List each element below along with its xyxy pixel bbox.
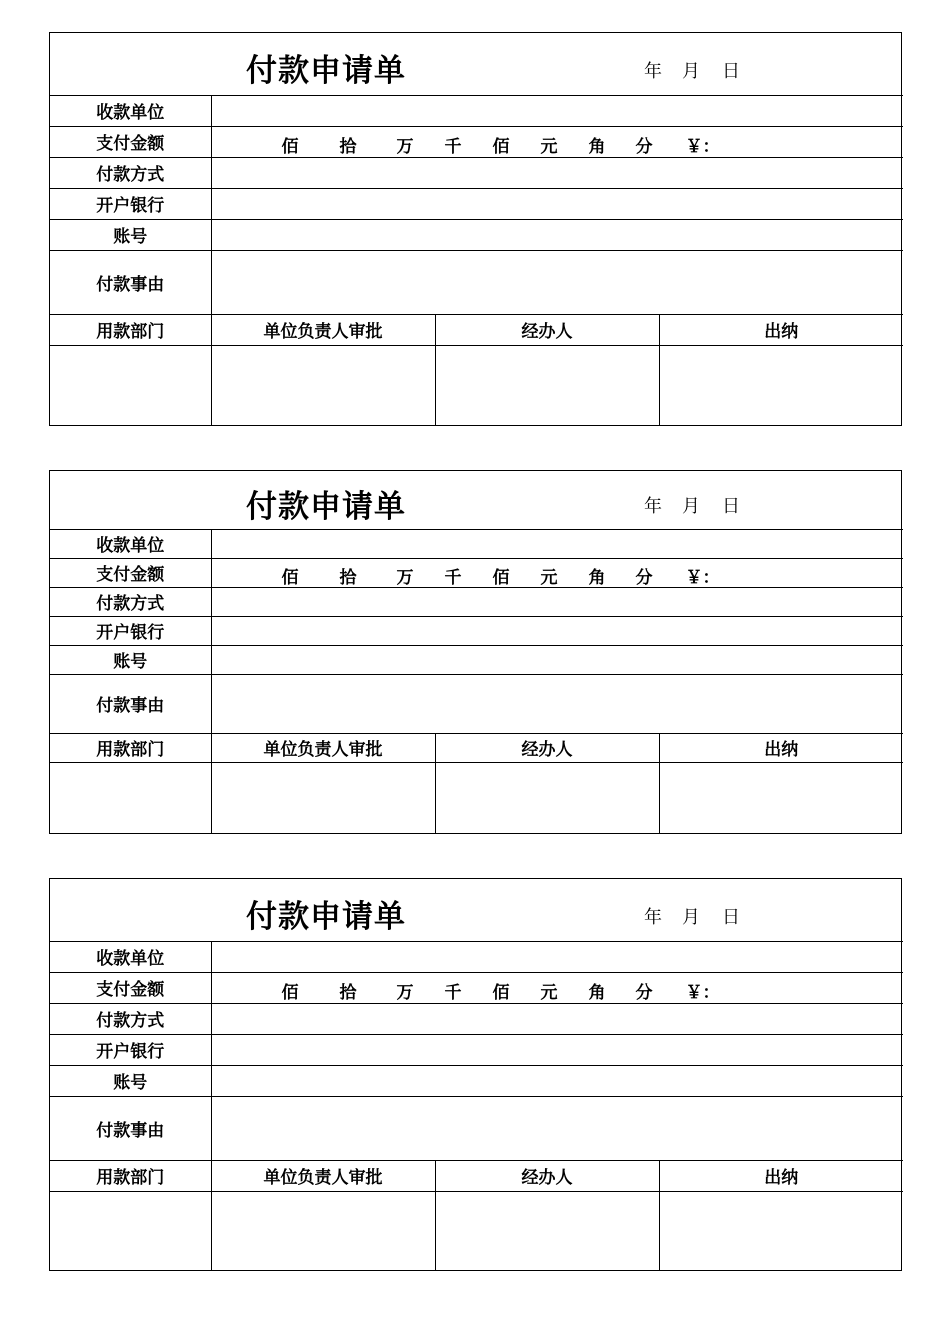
approver-label: 单位负责人审批	[211, 733, 435, 762]
date-month-label: 月	[682, 907, 700, 928]
account-field[interactable]	[211, 219, 903, 250]
payee-label: 收款单位	[50, 95, 211, 126]
approver-label: 单位负责人审批	[211, 314, 435, 345]
approver-label: 单位负责人审批	[211, 1160, 435, 1191]
approver-signature-box[interactable]	[211, 1191, 435, 1270]
reason-label: 付款事由	[50, 1096, 211, 1160]
cashier-label: 出纳	[659, 733, 903, 762]
date-year-label: 年	[644, 61, 662, 82]
date-year-label: 年	[644, 907, 662, 928]
form-header	[50, 879, 903, 941]
amount-unit-wan: 万	[396, 982, 414, 1003]
form-title: 付款申请单	[246, 899, 406, 935]
payee-field[interactable]	[211, 941, 903, 972]
department-label: 用款部门	[50, 314, 211, 345]
form-title: 付款申请单	[246, 53, 406, 89]
reason-field[interactable]	[211, 250, 903, 314]
date-month-label: 月	[682, 496, 700, 517]
amount-unit-wan: 万	[396, 136, 414, 157]
date-day-label: 日	[722, 61, 740, 82]
approver-signature-box[interactable]	[211, 762, 435, 833]
amount-label: 支付金额	[50, 558, 211, 587]
payee-field[interactable]	[211, 95, 903, 126]
reason-field[interactable]	[211, 674, 903, 733]
reason-label: 付款事由	[50, 250, 211, 314]
bank-field[interactable]	[211, 1034, 903, 1065]
amount-unit-yuan: 元	[540, 136, 558, 157]
payment-method-field[interactable]	[211, 157, 903, 188]
amount-label: 支付金额	[50, 972, 211, 1003]
account-label: 账号	[50, 1065, 211, 1096]
amount-field[interactable]	[211, 972, 903, 1003]
payee-label: 收款单位	[50, 529, 211, 558]
payment-method-field[interactable]	[211, 587, 903, 616]
amount-unit-fen: 分	[635, 982, 653, 1003]
department-signature-box[interactable]	[50, 762, 211, 833]
department-signature-box[interactable]	[50, 1191, 211, 1270]
account-label: 账号	[50, 219, 211, 250]
amount-unit-fen: 分	[635, 136, 653, 157]
date-year-label: 年	[644, 496, 662, 517]
date-day-label: 日	[722, 496, 740, 517]
form-header	[50, 471, 903, 529]
cashier-label: 出纳	[659, 1160, 903, 1191]
payment-method-label: 付款方式	[50, 1003, 211, 1034]
amount-unit-fen: 分	[635, 567, 653, 587]
handler-label: 经办人	[435, 314, 659, 345]
handler-label: 经办人	[435, 733, 659, 762]
amount-unit-jiao: 角	[588, 567, 606, 587]
reason-label: 付款事由	[50, 674, 211, 733]
amount-unit-hundred: 佰	[492, 982, 510, 1003]
payment-method-label: 付款方式	[50, 587, 211, 616]
bank-field[interactable]	[211, 188, 903, 219]
amount-unit-hundred: 佰	[492, 136, 510, 157]
department-label: 用款部门	[50, 733, 211, 762]
handler-label: 经办人	[435, 1160, 659, 1191]
payment-request-form-2	[49, 470, 902, 834]
amount-unit-jiao: 角	[588, 982, 606, 1003]
form-header	[50, 33, 903, 95]
amount-unit-yuan: 元	[540, 567, 558, 587]
amount-field[interactable]	[211, 126, 903, 157]
amount-field[interactable]	[211, 558, 903, 587]
handler-signature-box[interactable]	[435, 345, 659, 425]
cashier-signature-box[interactable]	[659, 345, 903, 425]
date-month-label: 月	[682, 61, 700, 82]
amount-unit-ten-wan: 拾	[339, 982, 357, 1003]
amount-label: 支付金额	[50, 126, 211, 157]
department-label: 用款部门	[50, 1160, 211, 1191]
amount-unit-hundred-wan: 佰	[281, 136, 299, 157]
cashier-label: 出纳	[659, 314, 903, 345]
department-signature-box[interactable]	[50, 345, 211, 425]
bank-label: 开户银行	[50, 188, 211, 219]
bank-label: 开户银行	[50, 616, 211, 645]
approver-signature-box[interactable]	[211, 345, 435, 425]
account-field[interactable]	[211, 645, 903, 674]
amount-unit-hundred: 佰	[492, 567, 510, 587]
amount-yen-symbol: ￥：	[685, 982, 720, 1003]
amount-unit-hundred-wan: 佰	[281, 567, 299, 587]
amount-unit-thousand: 千	[444, 982, 462, 1003]
amount-unit-jiao: 角	[588, 136, 606, 157]
amount-unit-thousand: 千	[444, 567, 462, 587]
bank-label: 开户银行	[50, 1034, 211, 1065]
amount-unit-yuan: 元	[540, 982, 558, 1003]
amount-unit-wan: 万	[396, 567, 414, 587]
payee-label: 收款单位	[50, 941, 211, 972]
amount-unit-hundred-wan: 佰	[281, 982, 299, 1003]
handler-signature-box[interactable]	[435, 1191, 659, 1270]
amount-unit-ten-wan: 拾	[339, 136, 357, 157]
date-day-label: 日	[722, 907, 740, 928]
payment-request-form-3	[49, 878, 902, 1271]
handler-signature-box[interactable]	[435, 762, 659, 833]
amount-yen-symbol: ￥：	[685, 136, 720, 157]
bank-field[interactable]	[211, 616, 903, 645]
amount-unit-thousand: 千	[444, 136, 462, 157]
form-title: 付款申请单	[246, 489, 406, 525]
payee-field[interactable]	[211, 529, 903, 558]
payment-method-field[interactable]	[211, 1003, 903, 1034]
account-field[interactable]	[211, 1065, 903, 1096]
amount-yen-symbol: ￥：	[685, 567, 720, 587]
cashier-signature-box[interactable]	[659, 762, 903, 833]
amount-unit-ten-wan: 拾	[339, 567, 357, 587]
cashier-signature-box[interactable]	[659, 1191, 903, 1270]
reason-field[interactable]	[211, 1096, 903, 1160]
payment-request-form-1	[49, 32, 902, 426]
account-label: 账号	[50, 645, 211, 674]
payment-method-label: 付款方式	[50, 157, 211, 188]
